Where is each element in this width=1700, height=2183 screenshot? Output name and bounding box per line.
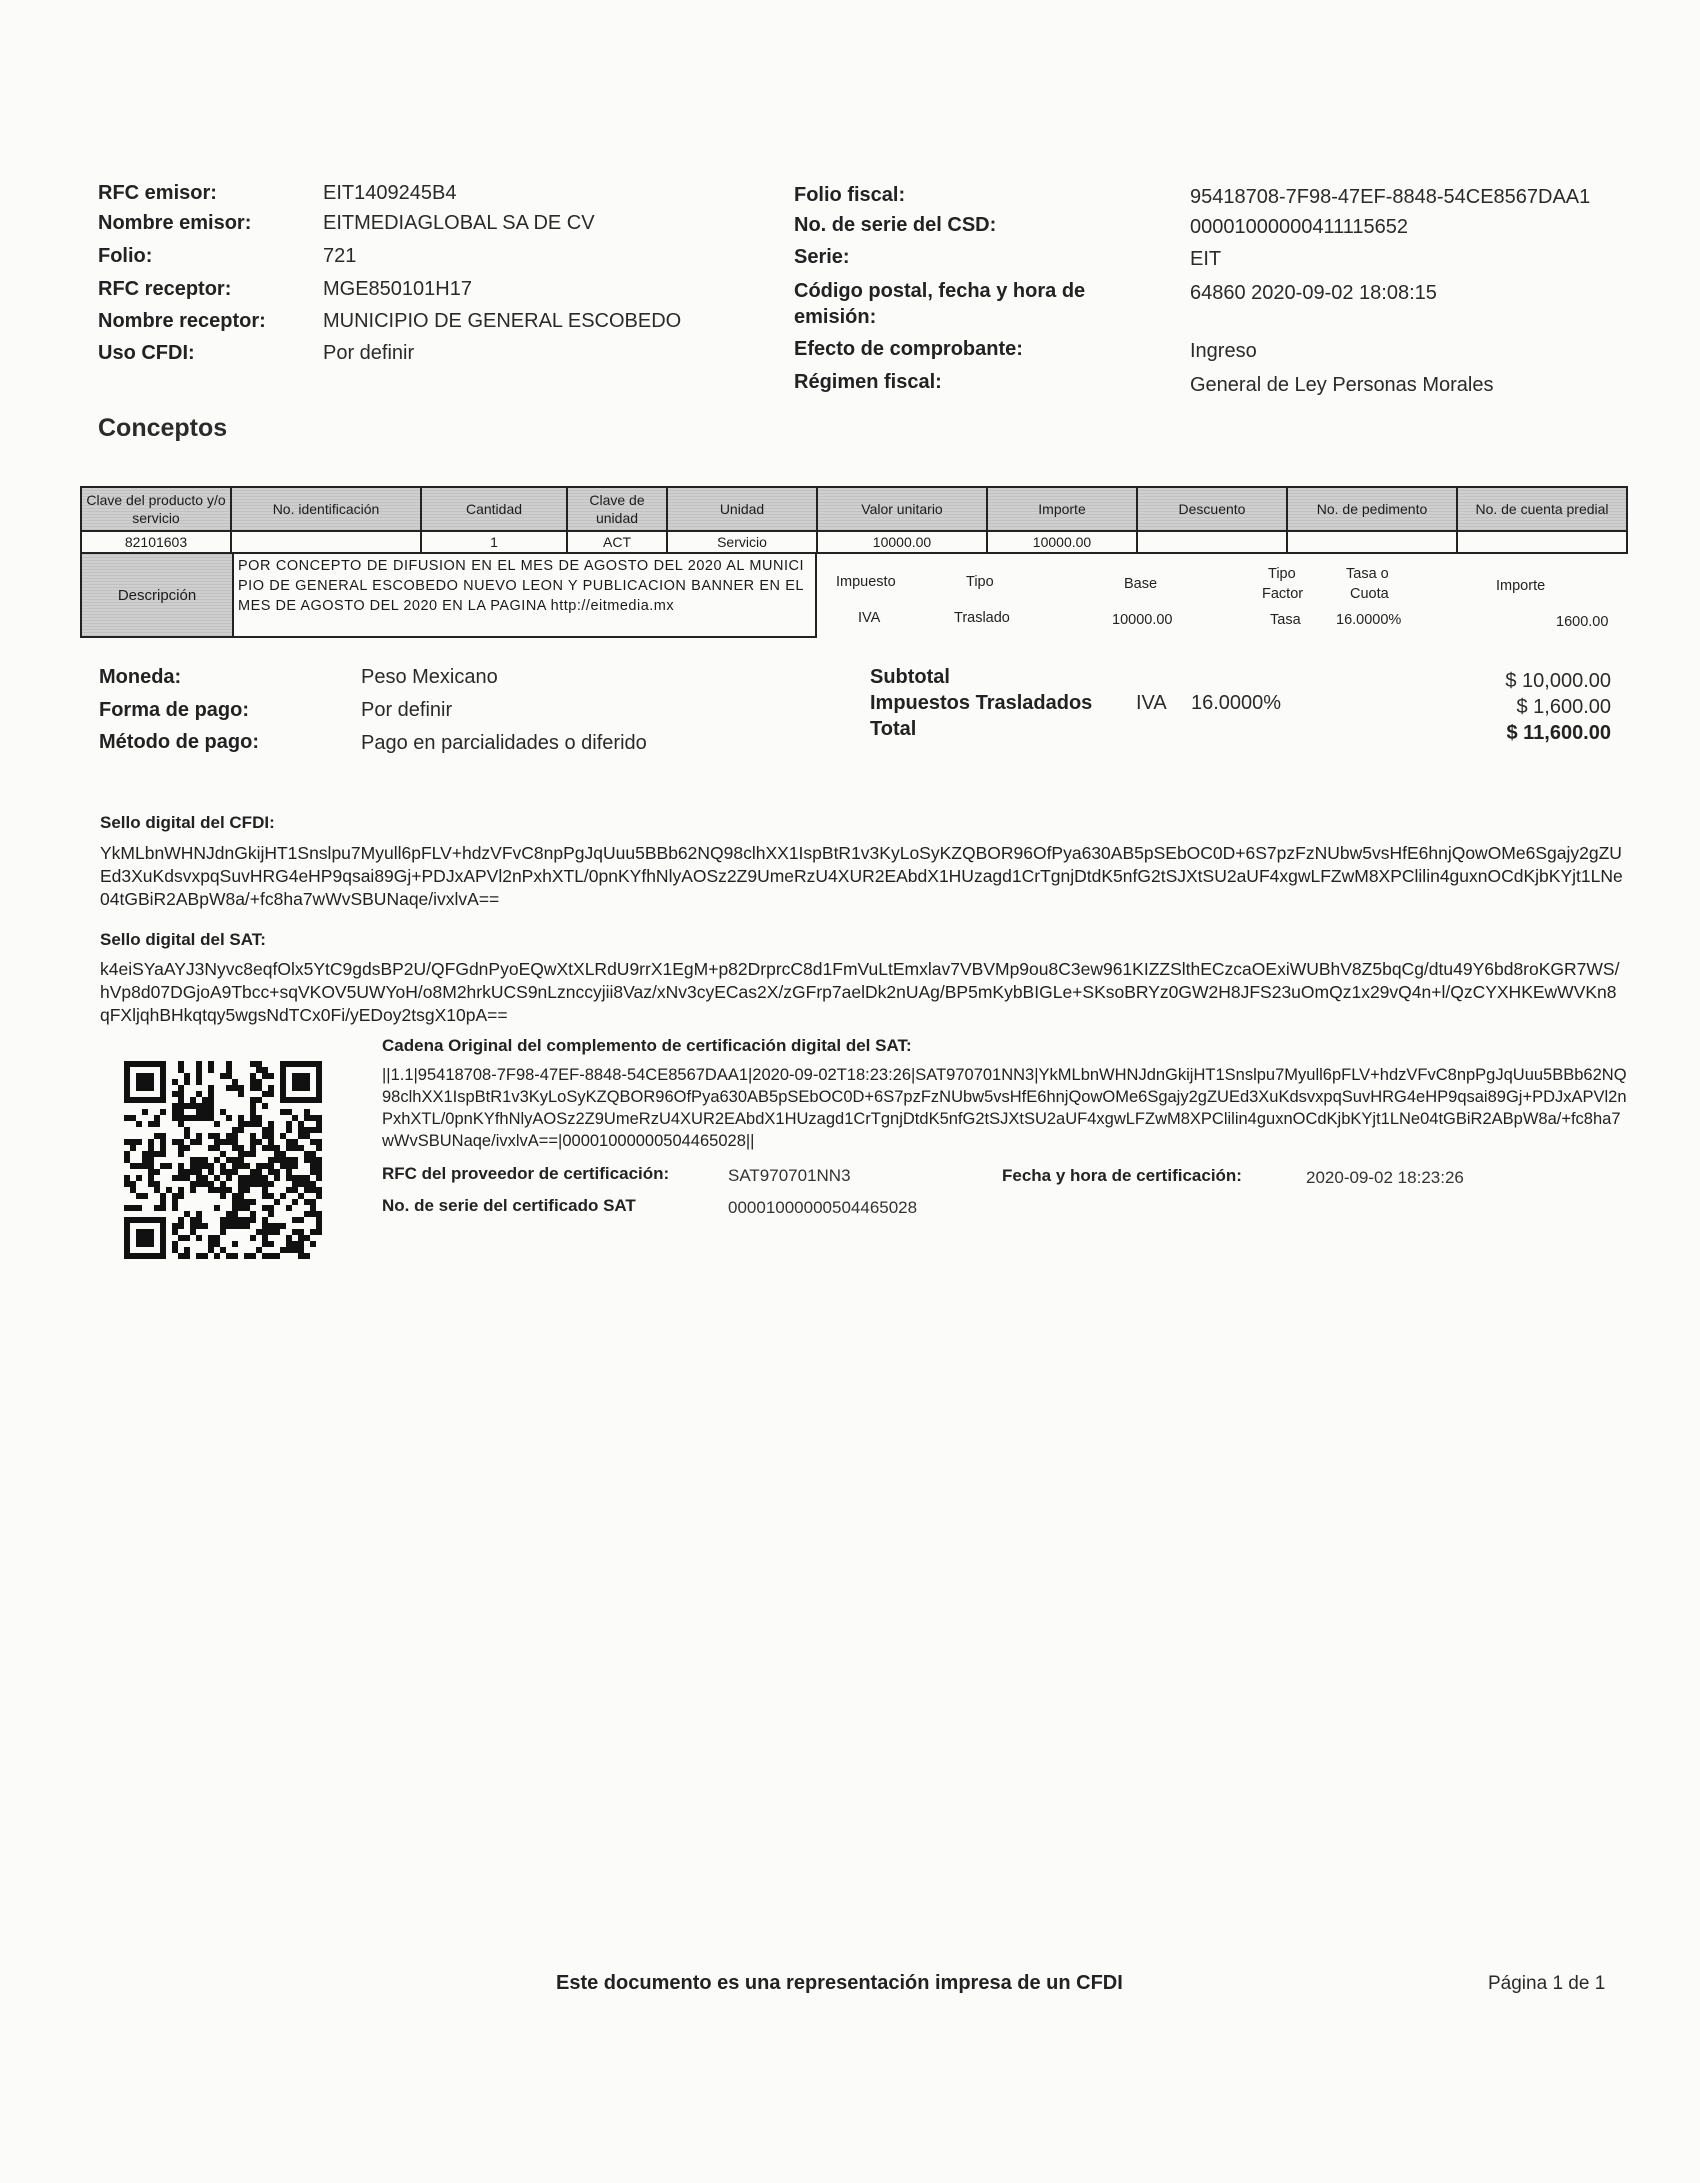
tax-header-tasa-1: Tasa o [1346, 566, 1389, 582]
metodo-pago-label: Método de pago: [99, 731, 259, 753]
table-row [81, 531, 1627, 553]
sello-cfdi-value: YkMLbnWHNJdnGkijHT1Snslpu7Myull6pFLV+hdzVFvC8npPgJqUuu5BBb62NQ98clhXX1IspBtR1v3KyLoSyKZQBOR96OfPya630AB5pSEbOC0D+6S7pzFzNUbw5vsHfE6hnjQowOMe6Sgajy2gZUEd3XuKdsvxpqSuvHRG4eHP9qsai89Gj+PDJxAPVl2nPxhXTL/0pnKYfhNlyAOSz2Z9UmeRzU4XUR2EAbdX1HUzagd1CrTgnjDtdK5nfG2tSJXtSU2aUF4xgwLFZwM8XPClilin4guxnOCdKjbKYjt1LNe04tGBiR2ABpW8a/+fc8ha7wWvSBUNaqe/ivxlvA== [100, 843, 1623, 909]
column-header: Cantidad [421, 487, 567, 531]
tax-header-tipo: Tipo [966, 574, 994, 590]
nombre-receptor-value: MUNICIPIO DE GENERAL ESCOBEDO [323, 310, 682, 332]
uso-cfdi-label: Uso CFDI: [98, 342, 195, 364]
tax-tipo: Traslado [954, 610, 1010, 626]
conceptos-table [80, 486, 1628, 554]
impuestos-tipo: IVA [1136, 692, 1167, 714]
total-label: Total [870, 718, 917, 740]
rfc-proveedor-label: RFC del proveedor de certificación: [382, 1164, 670, 1183]
regimen-value: General de Ley Personas Morales [1190, 374, 1494, 396]
rfc-receptor-value: MGE850101H17 [323, 278, 472, 300]
subtotal-label: Subtotal [870, 666, 950, 688]
descripcion-label: Descripción [82, 554, 234, 636]
table-cell: 10000.00 [987, 531, 1137, 553]
table-cell [1137, 531, 1287, 553]
uso-cfdi-value: Por definir [323, 342, 415, 364]
tax-importe: 1600.00 [1556, 614, 1609, 630]
folio-label: Folio: [98, 245, 153, 267]
table-cell [231, 531, 421, 553]
cp-value: 64860 2020-09-02 18:08:15 [1190, 282, 1437, 304]
nombre-receptor-label: Nombre receptor: [98, 310, 266, 332]
column-header: Importe [987, 487, 1137, 531]
table-cell [1287, 531, 1457, 553]
serie-label: Serie: [794, 246, 850, 268]
qr-code-image [120, 1058, 326, 1260]
tax-header-impuesto: Impuesto [836, 574, 896, 590]
table-cell [1457, 531, 1627, 553]
column-header: Clave de unidad [567, 487, 667, 531]
tax-header-importe: Importe [1496, 578, 1546, 594]
table-header-row [81, 487, 1627, 531]
tax-tipo-factor: Tasa [1270, 612, 1301, 628]
folio-fiscal-label: Folio fiscal: [794, 184, 906, 206]
cp-label-line1: Código postal, fecha y hora de [794, 280, 1086, 302]
total-value: $ 11,600.00 [1506, 722, 1611, 744]
qr-code [120, 1058, 326, 1260]
column-header: No. de pedimento [1287, 487, 1457, 531]
descripcion-text: POR CONCEPTO DE DIFUSION EN EL MES DE AGOSTO DEL 2020 AL MUNICI PIO DE GENERAL ESCOBEDO NUEVO LEON Y PUBLICACION BANNER EN EL MES DE AGOSTO DEL 2020 EN LA PAGINA http://eitmedia.mx [238, 558, 804, 614]
moneda-label: Moneda: [99, 666, 182, 688]
page-number: Página 1 de 1 [1488, 1973, 1606, 1994]
serie-certificado-sat-value: 00001000000504465028 [728, 1198, 918, 1217]
impuestos-label: Impuestos Trasladados [870, 692, 1093, 714]
tax-header-tasa-2: Cuota [1350, 586, 1389, 602]
tax-tasa: 16.0000% [1336, 612, 1402, 628]
table-cell: Servicio [667, 531, 817, 553]
descripcion-box [80, 554, 817, 638]
efecto-label: Efecto de comprobante: [794, 338, 1023, 360]
metodo-pago-value: Pago en parcialidades o diferido [361, 732, 647, 754]
fecha-certificacion-label: Fecha y hora de certificación: [1002, 1166, 1242, 1185]
cadena-value: ||1.1|95418708-7F98-47EF-8848-54CE8567DAA1|2020-09-02T18:23:26|SAT970701NN3|YkMLbnWHNJdnGkijHT1Snslpu7Myull6pFLV+hdzVFvC8npPgJqUuu5BBb62NQ98clhXX1IspBtR1v3KyLoSyKZQBOR96OfPya630AB5pSEbOC0D+6S7pzFzNUbw5vsHfE6hnjQowOMe6Sgajy2gZUEd3XuKdsvxpqSuvHRG4eHP9qsai89Gj+PDJxAPVl2nPxhXTL/0pnKYfhNlyAOSz2Z9UmeRzU4XUR2EAbdX1HUzagd1CrTgnjDtdK5nfG2tSJXtSU2aUF4xgwLFZwM8XPClilin4guxnOCdKjbKYjt1LNe04tGBiR2ABpW8a/+fc8ha7wWvSBUNaqe/ivxlvA==|00001000000504465028|| [382, 1066, 1627, 1150]
forma-pago-label: Forma de pago: [99, 699, 250, 721]
column-header: Unidad [667, 487, 817, 531]
rfc-emisor-label: RFC emisor: [98, 182, 217, 204]
efecto-value: Ingreso [1190, 340, 1257, 362]
sello-sat-label: Sello digital del SAT: [100, 930, 266, 949]
cadena-label: Cadena Original del complemento de certificación digital del SAT: [382, 1036, 912, 1055]
impuestos-tasa: 16.0000% [1191, 692, 1282, 714]
tax-base: 10000.00 [1112, 612, 1173, 628]
serie-csd-value: 00001000000411115652 [1190, 216, 1409, 238]
serie-value: EIT [1190, 248, 1222, 270]
table-cell: 10000.00 [817, 531, 987, 553]
tax-header-base: Base [1124, 576, 1158, 592]
folio-fiscal-value: 95418708-7F98-47EF-8848-54CE8567DAA1 [1190, 186, 1591, 208]
rfc-emisor-value: EIT1409245B4 [323, 182, 457, 204]
subtotal-value: $ 10,000.00 [1505, 670, 1611, 692]
fecha-certificacion-value: 2020-09-02 18:23:26 [1306, 1168, 1464, 1187]
regimen-label: Régimen fiscal: [794, 371, 942, 393]
column-header: Descuento [1137, 487, 1287, 531]
conceptos-title: Conceptos [98, 414, 228, 442]
tax-impuesto: IVA [858, 610, 881, 626]
rfc-proveedor-value: SAT970701NN3 [728, 1166, 851, 1185]
sello-sat-value: k4eiSYaAYJ3Nyvc8eqfOlx5YtC9gdsBP2U/QFGdnPyoEQwXtXLRdU9rrX1EgM+p82DrprcC8d1FmVuLtEmxlav7VBVMp9ou8C3ew961KIZZSlthECzcaOExiWUBhV8Z5bqCg/dtu49Y6bd8roKGR7WS/hVp8d07DGjoA9Tbcc+sqVKOV5UWYoH/o8M2hrkUCS9nLznccyjii8Vaz/xNv3cyECas2X/zGFrp7aelDk2nUAg/BP5mKybBIGLe+SKsoBRYz0GW2H8JFS23uOmQz1x29vQ4n+l/QzCYXHKEwWVKn8qFXljqhBHkqtqy5wgsNdTCx0Fi/yEDoy2tsgX10pA== [100, 959, 1620, 1025]
tax-header-tipo-factor-1: Tipo [1268, 566, 1296, 582]
table-cell: 82101603 [81, 531, 231, 553]
column-header: No. de cuenta predial [1457, 487, 1627, 531]
folio-value: 721 [323, 245, 357, 267]
serie-certificado-sat-label: No. de serie del certificado SAT [382, 1196, 636, 1215]
table-cell: ACT [567, 531, 667, 553]
nombre-emisor-label: Nombre emisor: [98, 212, 252, 234]
serie-csd-label: No. de serie del CSD: [794, 214, 997, 236]
sello-cfdi-label: Sello digital del CFDI: [100, 813, 275, 832]
column-header: Clave del producto y/o servicio [81, 487, 231, 531]
tax-header-tipo-factor-2: Factor [1262, 586, 1304, 602]
table-cell: 1 [421, 531, 567, 553]
footer-note: Este documento es una representación impresa de un CFDI [556, 1972, 1123, 1994]
column-header: Valor unitario [817, 487, 987, 531]
forma-pago-value: Por definir [361, 699, 453, 721]
column-header: No. identificación [231, 487, 421, 531]
rfc-receptor-label: RFC receptor: [98, 278, 232, 300]
cp-label-line2: emisión: [794, 306, 877, 328]
moneda-value: Peso Mexicano [361, 666, 498, 688]
nombre-emisor-value: EITMEDIAGLOBAL SA DE CV [323, 212, 595, 234]
impuestos-value: $ 1,600.00 [1516, 696, 1611, 718]
